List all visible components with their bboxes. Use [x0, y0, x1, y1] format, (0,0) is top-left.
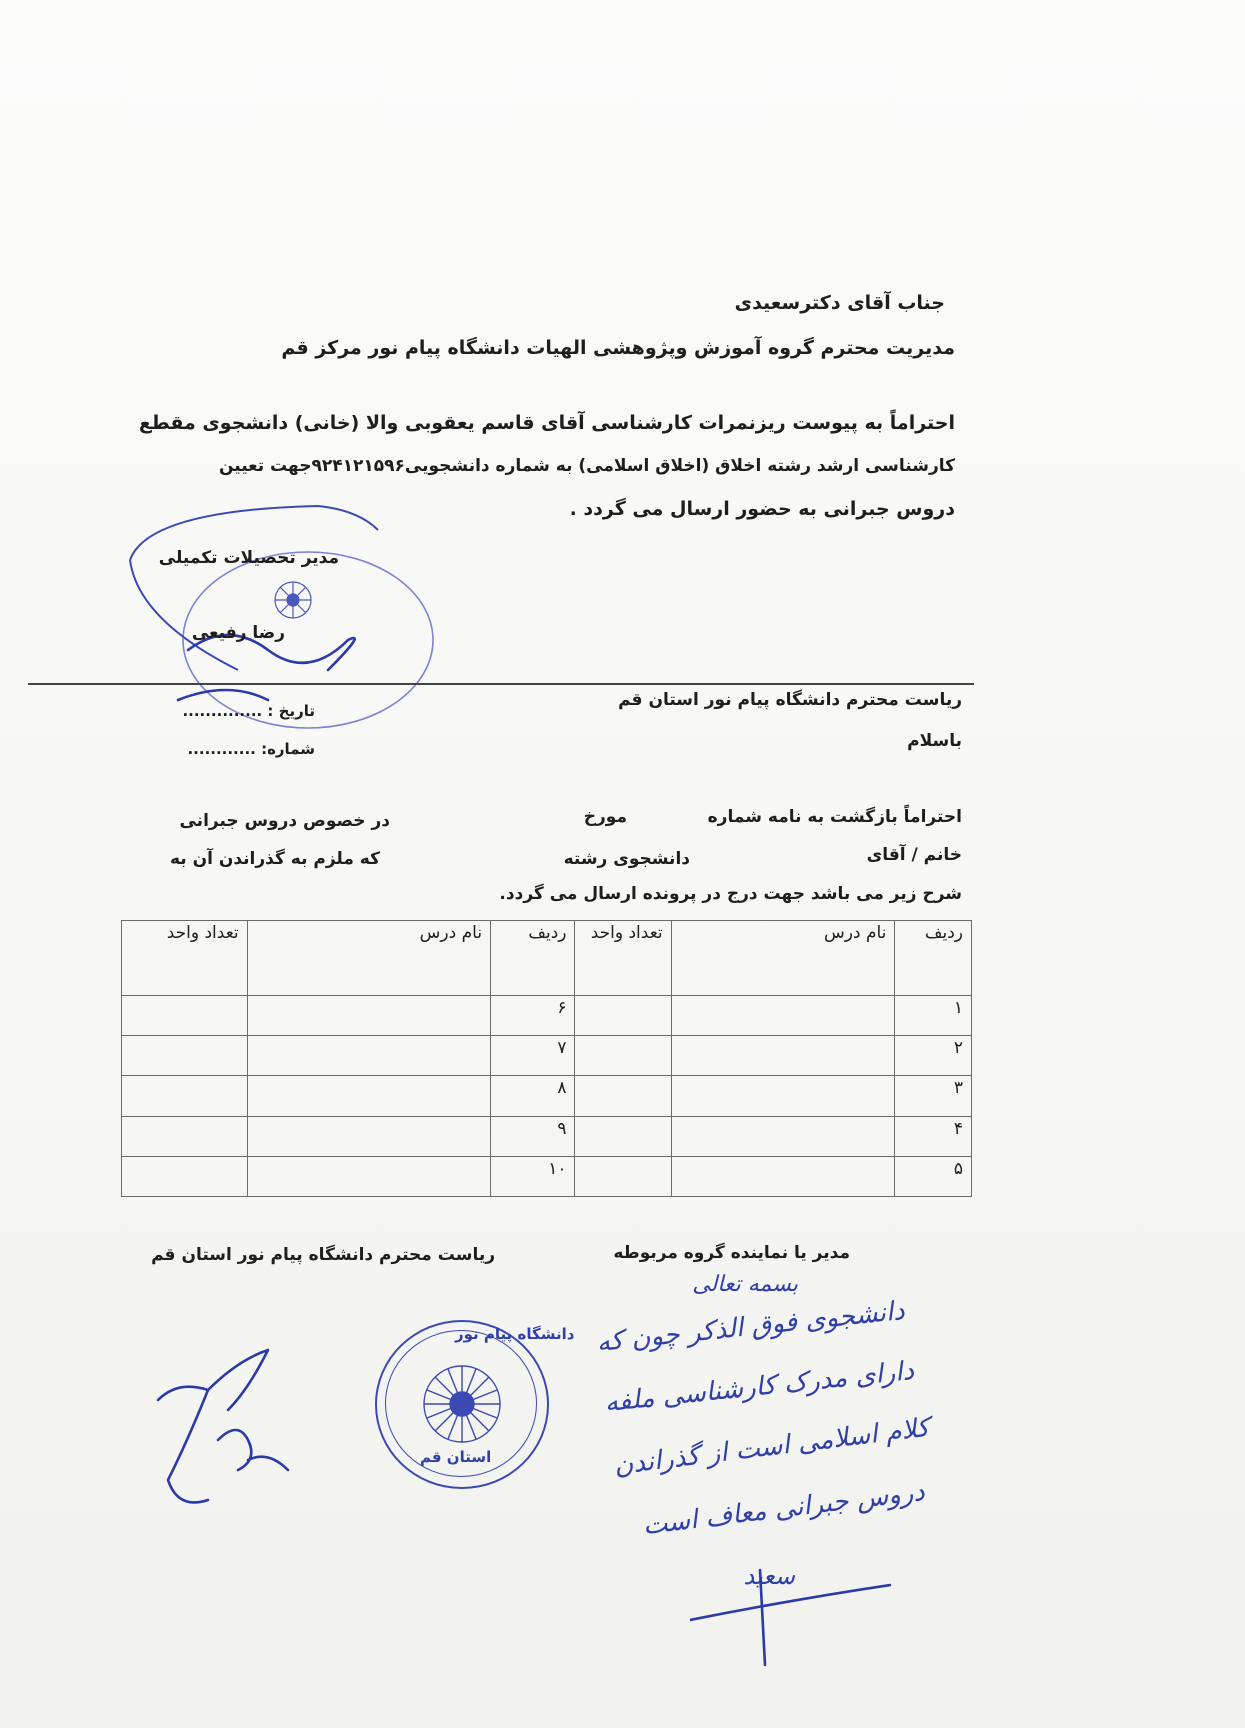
reply-line1-c: در خصوص دروس جبرانی [179, 811, 390, 831]
cell-units [575, 1076, 671, 1116]
handwritten-signature: سعید [743, 1562, 795, 1590]
stamp-text-bottom: استان قم [420, 1448, 492, 1466]
body-line-1: احتراماً به پیوست ریزنمرات کارشناسی آقای قاسم یعقوبی والا (خانی) دانشجوی مقطع [138, 412, 955, 434]
cell-row-number-2: ۶ [491, 996, 575, 1036]
cell-units-2 [122, 1116, 248, 1156]
reply-line3: شرح زیر می باشد جهت درج در پرونده ارسال می گردد. [499, 884, 962, 904]
reply-line1-a: احتراماً بازگشت به نامه شماره [707, 807, 962, 827]
header-course-name: نام درس [671, 921, 895, 996]
president-label: ریاست محترم دانشگاه پیام نور استان قم [151, 1245, 495, 1265]
body-line-3: دروس جبرانی به حضور ارسال می گردد . [569, 498, 955, 520]
cell-units [575, 1156, 671, 1196]
reply-line2-c: که ملزم به گذراندن آن به [169, 849, 380, 869]
header-row-number: ردیف [895, 921, 972, 996]
signatory-name: رضا رفیعی [191, 623, 285, 643]
cell-row-number: ۱ [895, 996, 972, 1036]
cell-units [575, 1116, 671, 1156]
group-head-label: مدیر یا نماینده گروه مربوطه [613, 1243, 850, 1263]
cell-row-number: ۵ [895, 1156, 972, 1196]
date-field: تاریخ : .............. [182, 702, 315, 720]
cell-units-2 [122, 996, 248, 1036]
handwritten-line-2: دانشجوی فوق الذکر چون که [594, 1295, 906, 1359]
cell-course-name-2 [247, 1116, 490, 1156]
reply-greeting: باسلام [907, 731, 962, 751]
handwritten-line-3: دارای مدرک کارشناسی ملفه [603, 1355, 916, 1419]
header-units-2: تعداد واحد [122, 921, 248, 996]
number-field: شماره: ............ [187, 740, 315, 758]
header-row-number-2: ردیف [491, 921, 575, 996]
table-row [122, 1116, 972, 1156]
table-row [122, 996, 972, 1036]
table-row [122, 1156, 972, 1196]
cell-course-name [671, 996, 895, 1036]
reply-line1-b: مورخ [583, 807, 627, 827]
cell-course-name-2 [247, 1036, 490, 1076]
section-divider [28, 683, 974, 685]
stamp-emblem-icon [420, 1362, 504, 1446]
cell-course-name-2 [247, 1076, 490, 1116]
cell-units-2 [122, 1076, 248, 1116]
cell-course-name-2 [247, 1156, 490, 1196]
cell-row-number-2: ۹ [491, 1116, 575, 1156]
table-row [122, 1076, 972, 1116]
cell-course-name [671, 1156, 895, 1196]
stamp-text-top: دانشگاه پیام نور [455, 1325, 575, 1343]
handwritten-signature-strokes [690, 1560, 910, 1670]
cell-units [575, 996, 671, 1036]
cell-row-number: ۳ [895, 1076, 972, 1116]
recipient-name: جناب آقای دکترسعیدی [734, 292, 945, 314]
header-course-name-2: نام درس [247, 921, 490, 996]
signatory-title: مدیر تحصیلات تکمیلی [158, 548, 339, 568]
cell-row-number: ۴ [895, 1116, 972, 1156]
reply-addressee: ریاست محترم دانشگاه پیام نور استان قم [618, 690, 962, 710]
cell-row-number-2: ۱۰ [491, 1156, 575, 1196]
header-units: تعداد واحد [575, 921, 671, 996]
cell-units [575, 1036, 671, 1076]
cell-course-name [671, 1076, 895, 1116]
cell-units-2 [122, 1156, 248, 1196]
courses-table [121, 920, 972, 1197]
signature-stamp-left [148, 1320, 298, 1520]
body-line-2: کارشناسی ارشد رشته اخلاق (اخلاق اسلامی) به شماره دانشجویی۹۲۴۱۲۱۵۹۶جهت تعیین [218, 456, 955, 476]
handwritten-line-4: کلام اسلامی است از گذراندن [612, 1412, 931, 1482]
cell-course-name [671, 1036, 895, 1076]
cell-row-number-2: ۸ [491, 1076, 575, 1116]
table-header-row [122, 921, 972, 996]
reply-line2-a: خانم / آقای [866, 845, 962, 865]
cell-course-name [671, 1116, 895, 1156]
cell-row-number: ۲ [895, 1036, 972, 1076]
handwritten-line-1: بسمه تعالی [692, 1272, 798, 1297]
cell-units-2 [122, 1036, 248, 1076]
handwritten-line-5: دروس جبرانی معاف است [640, 1476, 926, 1542]
cell-row-number-2: ۷ [491, 1036, 575, 1076]
cell-course-name-2 [247, 996, 490, 1036]
reply-line2-b: دانشجوی رشته [563, 849, 690, 869]
table-row [122, 1036, 972, 1076]
recipient-title: مدیریت محترم گروه آموزش وپژوهشی الهیات دانشگاه پیام نور مرکز قم [281, 337, 955, 359]
